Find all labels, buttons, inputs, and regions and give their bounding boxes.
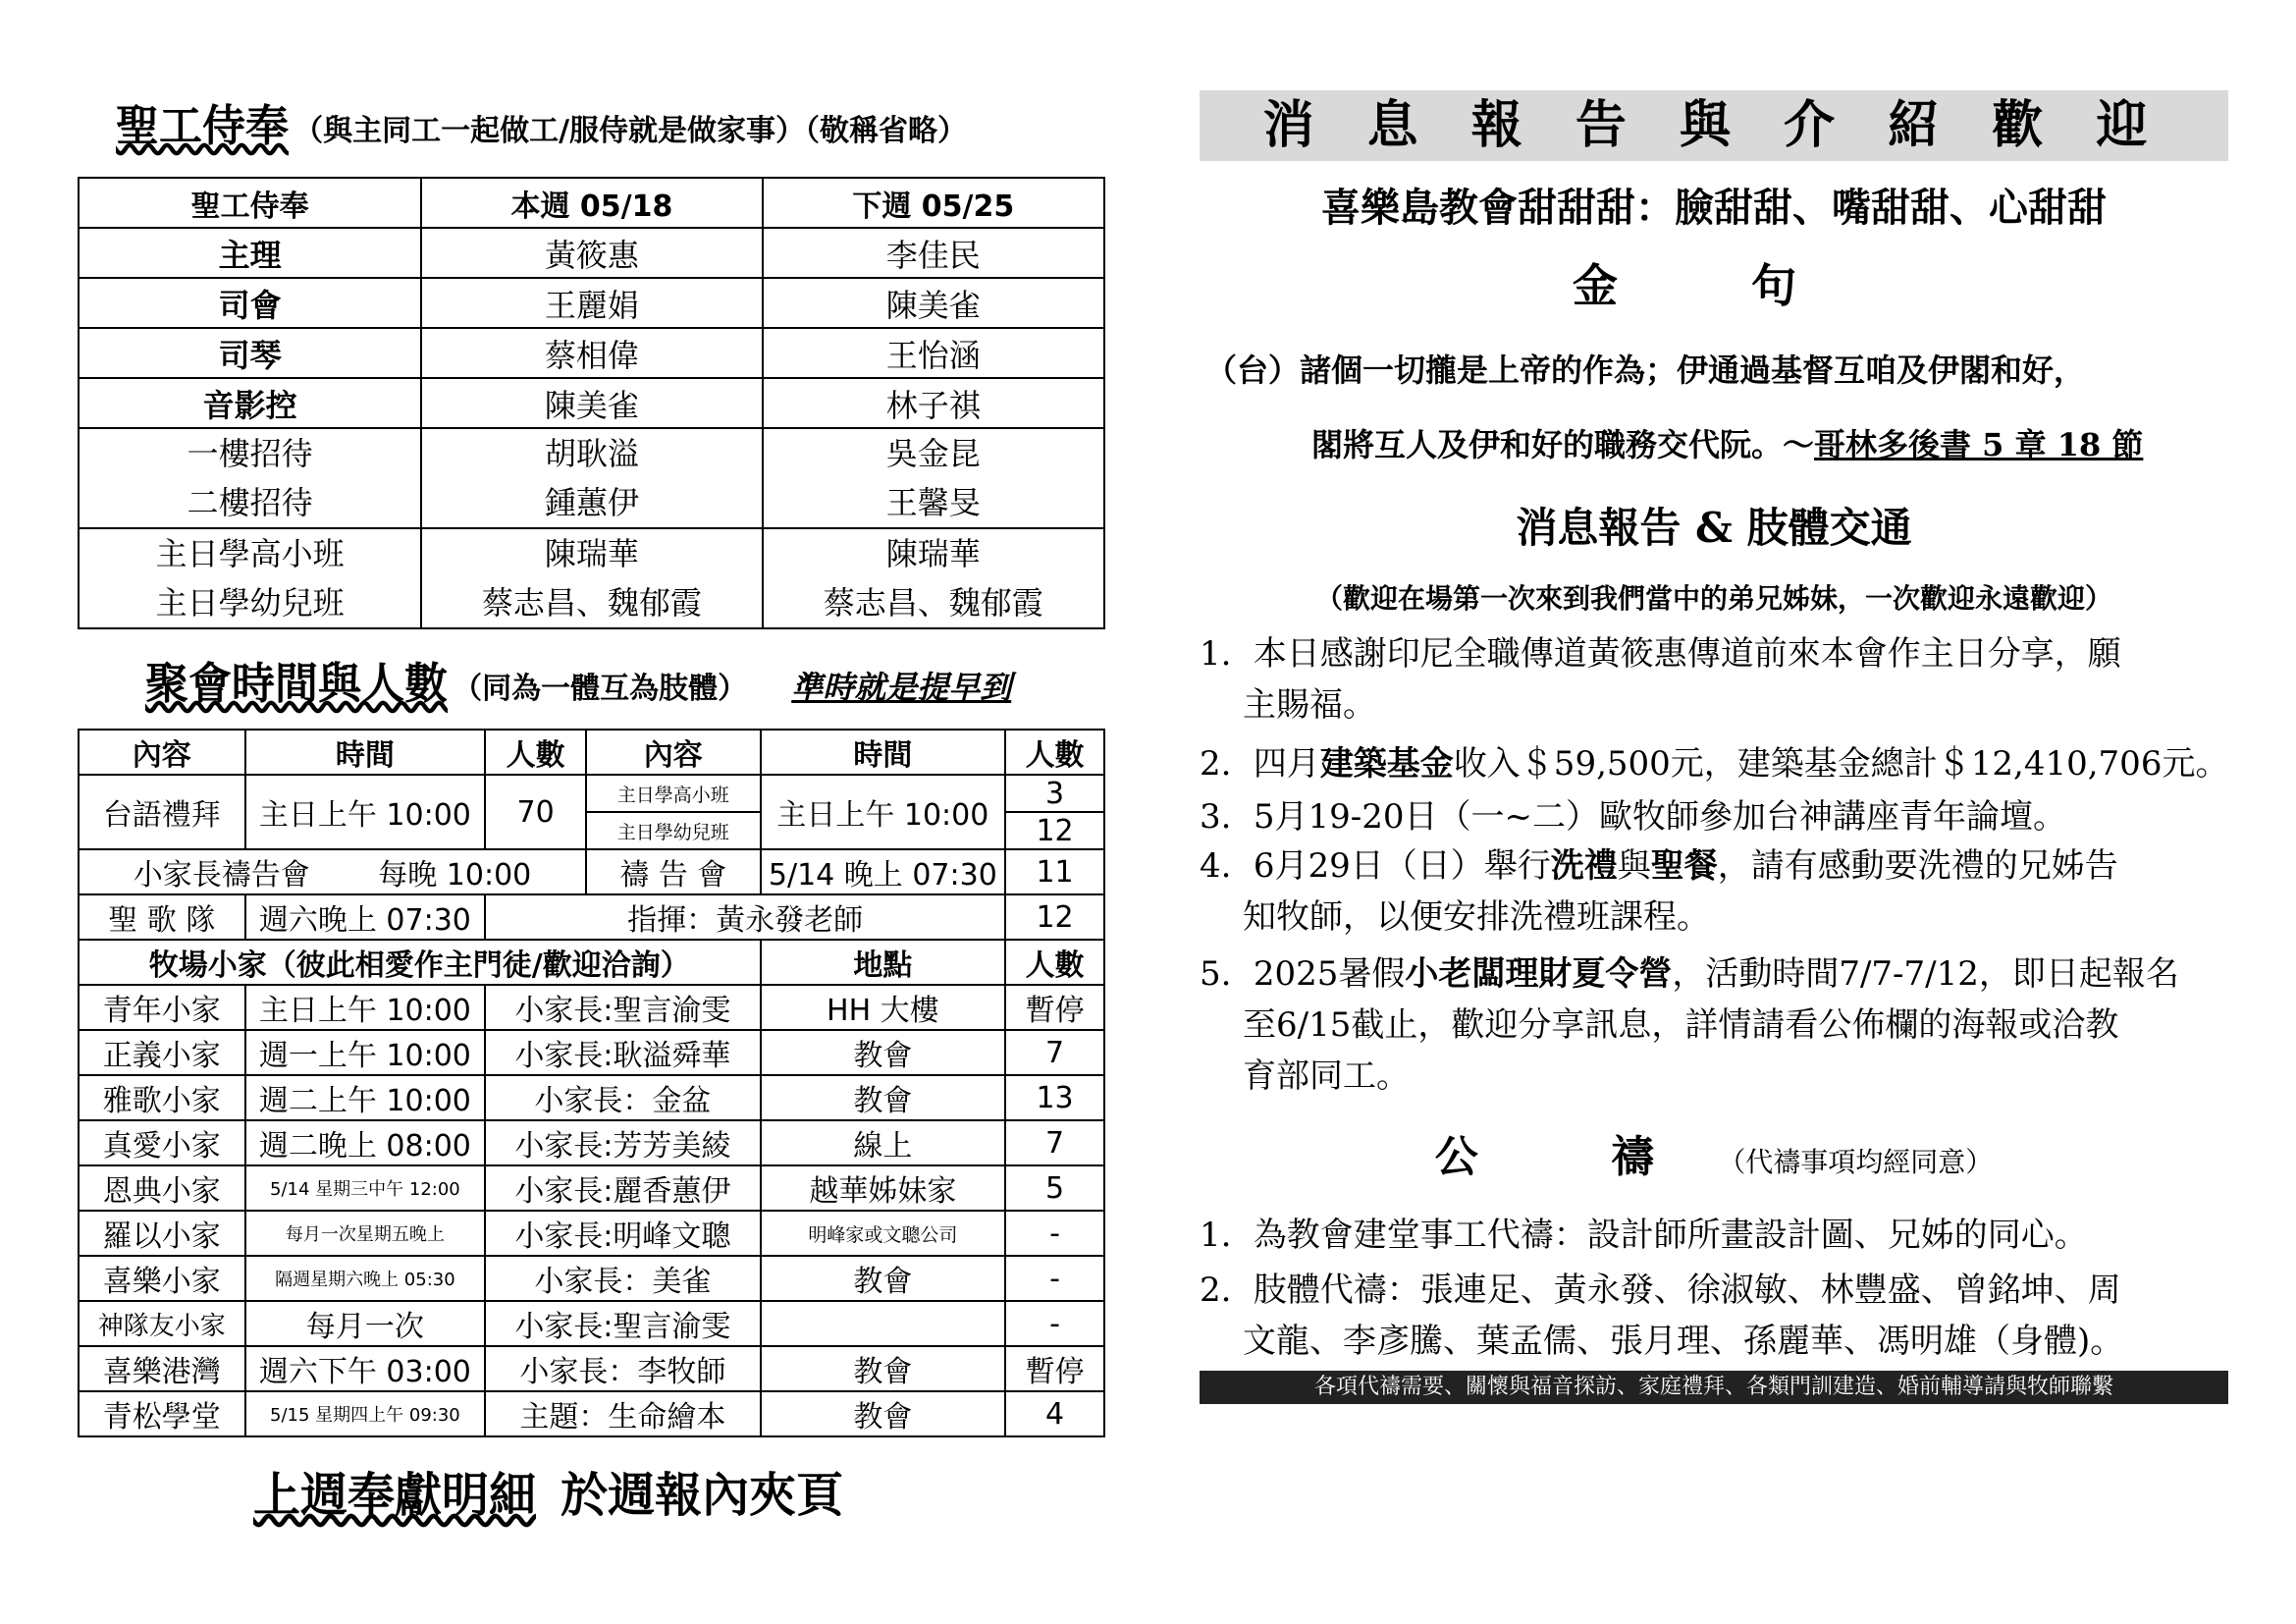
meeting-count: 70 xyxy=(485,775,586,849)
news-text: 與 xyxy=(1617,846,1651,886)
news-text: 收入＄59,500元，建築基金總計＄12,410,706元。 xyxy=(1453,744,2229,784)
prayer-text: 為教會建堂事工代禱：設計師所畫設計圖、兄姊的同心。 xyxy=(1253,1216,2088,1255)
news-text: 知牧師，以便安排洗禮班課程。 xyxy=(1243,897,1710,937)
name-label: 蔡志昌、魏郁霞 xyxy=(823,584,1043,622)
name-cell: 陳美雀 xyxy=(763,278,1104,328)
group-time: 週二晚上 08:00 xyxy=(245,1120,486,1165)
prayer-subtitle: （代禱事項均經同意） xyxy=(1718,1146,1994,1178)
meeting-time: 週六晚上 07:30 xyxy=(245,894,486,940)
group-leader: 小家長：李牧師 xyxy=(485,1346,760,1391)
role-cell: 音影控 xyxy=(79,378,421,428)
group-count: 暫停 xyxy=(1005,985,1104,1030)
role-label: 主日學高小班 xyxy=(155,535,345,572)
name-label: 吳金昆 xyxy=(885,435,981,472)
news-item xyxy=(1200,738,2230,789)
section-banner xyxy=(1200,90,2228,161)
meeting-motto: 準時就是提早到 xyxy=(791,669,1012,706)
news-number: 4. xyxy=(1200,846,1232,886)
group-count: - xyxy=(1005,1211,1104,1256)
verse-text: 閣將互人及伊和好的職務交代阮。～ xyxy=(1311,426,1815,463)
group-count: 暫停 xyxy=(1005,1346,1104,1391)
name-cell: 李佳民 xyxy=(763,228,1104,278)
group-name: 青年小家 xyxy=(79,985,245,1030)
group-header: 地點 xyxy=(761,940,1006,985)
staff-header: 聖工侍奉 xyxy=(79,178,421,228)
role-label: 一樓招待 xyxy=(187,435,313,472)
meeting-name: 台語禮拜 xyxy=(79,775,245,849)
prayer-number: 2. xyxy=(1200,1271,1232,1310)
group-time: 主日上午 10:00 xyxy=(245,985,486,1030)
group-leader: 小家長：金盆 xyxy=(485,1075,760,1120)
name-label: 蔡志昌、魏郁霞 xyxy=(481,584,702,622)
name-label: 胡耿溢 xyxy=(544,435,639,472)
group-count: 13 xyxy=(1005,1075,1104,1120)
prayer-title: 公 禱 xyxy=(1434,1132,1714,1182)
group-name: 青松學堂 xyxy=(79,1391,245,1436)
group-count: 7 xyxy=(1005,1030,1104,1075)
group-header: 牧場小家（彼此相愛作主門徒/歡迎洽詢） xyxy=(79,940,761,985)
prayer-heading xyxy=(1200,1121,2228,1184)
offering-heading xyxy=(253,1457,1137,1526)
news-text: 育部同工。 xyxy=(1243,1056,1410,1096)
meeting-count: 3 xyxy=(1005,775,1104,812)
group-count: - xyxy=(1005,1301,1104,1346)
meeting-heading xyxy=(145,648,1127,707)
meeting-leader: 指揮：黃永發老師 xyxy=(485,894,1005,940)
role-cell xyxy=(79,428,421,528)
staff-header: 下週 05/25 xyxy=(763,178,1104,228)
name-label: 王馨旻 xyxy=(885,484,981,521)
group-place: 越華姊妹家 xyxy=(761,1165,1006,1211)
meeting-header: 時間 xyxy=(761,730,1006,775)
group-name: 喜樂港灣 xyxy=(79,1346,245,1391)
role-label: 主日學幼兒班 xyxy=(155,584,345,622)
news-number: 5. xyxy=(1200,954,1232,994)
group-leader: 小家長:耿溢舜華 xyxy=(485,1030,760,1075)
group-place: 線上 xyxy=(761,1120,1006,1165)
news-number: 3. xyxy=(1200,797,1232,837)
group-count: 7 xyxy=(1005,1120,1104,1165)
news-text: 本日感謝印尼全職傳道黃筱惠傳道前來本會作主日分享，願 xyxy=(1253,634,2121,674)
verse-line-2 xyxy=(1311,420,2143,465)
meeting-name: 主日學高小班 xyxy=(586,775,761,812)
group-place xyxy=(761,1301,1006,1346)
role-cell: 司琴 xyxy=(79,328,421,378)
group-header: 人數 xyxy=(1005,940,1104,985)
name-cell: 王麗娟 xyxy=(421,278,762,328)
welcome-note: （歡迎在場第一次來到我們當中的弟兄姊妹，一次歡迎永遠歡迎） xyxy=(1314,582,2112,615)
meeting-header: 時間 xyxy=(245,730,486,775)
news-number: 2. xyxy=(1200,744,1232,784)
group-place: 教會 xyxy=(761,1256,1006,1301)
group-count: 5 xyxy=(1005,1165,1104,1211)
meeting-name: 禱 告 會 xyxy=(586,849,761,894)
name-cell: 陳美雀 xyxy=(421,378,762,428)
meeting-title: 聚會時間與人數 xyxy=(145,659,448,709)
group-place: HH 大樓 xyxy=(761,985,1006,1030)
news-keyword: 聖餐 xyxy=(1650,846,1718,886)
group-name: 羅以小家 xyxy=(79,1211,245,1256)
group-place: 明峰家或文聰公司 xyxy=(761,1211,1006,1256)
name-cell xyxy=(421,528,762,628)
news-keyword: 建築基金 xyxy=(1319,744,1454,784)
prayer-item xyxy=(1200,1210,2230,1261)
meeting-time: 每晚 10:00 xyxy=(378,858,532,893)
news-text: 2025暑假 xyxy=(1253,954,1406,994)
verse-title: 金 句 xyxy=(1572,259,1855,312)
contact-bar: 各項代禱需要、關懷與福音探訪、家庭禮拜、各類門訓建造、婚前輔導請與牧師聯繫 xyxy=(1200,1371,2228,1404)
group-name: 雅歌小家 xyxy=(79,1075,245,1120)
staff-heading xyxy=(116,90,1097,149)
news-text: 至6/15截止，歡迎分享訊息，詳情請看公佈欄的海報或洽教 xyxy=(1243,1005,2119,1045)
name-cell xyxy=(421,428,762,528)
role-label: 二樓招待 xyxy=(187,484,313,521)
meeting-table xyxy=(78,729,1105,1437)
group-name: 真愛小家 xyxy=(79,1120,245,1165)
prayer-number: 1. xyxy=(1200,1216,1232,1255)
group-name: 神隊友小家 xyxy=(79,1301,245,1346)
news-text: 6月29日（日）舉行 xyxy=(1253,846,1551,886)
name-cell: 王怡涵 xyxy=(763,328,1104,378)
meeting-row xyxy=(79,849,586,894)
group-time: 每月一次 xyxy=(245,1301,486,1346)
news-item xyxy=(1200,840,2230,943)
offering-note: 於週報內夾頁 xyxy=(561,1468,844,1523)
group-leader: 小家長:聖言渝雯 xyxy=(485,985,760,1030)
meeting-count: 12 xyxy=(1005,812,1104,849)
group-name: 喜樂小家 xyxy=(79,1256,245,1301)
meeting-header: 人數 xyxy=(485,730,586,775)
meeting-time: 主日上午 10:00 xyxy=(761,775,1006,849)
group-time: 5/14 星期三中午 12:00 xyxy=(245,1165,486,1211)
group-count: 4 xyxy=(1005,1391,1104,1436)
group-leader: 小家長:麗香蕙伊 xyxy=(485,1165,760,1211)
news-text: 四月 xyxy=(1253,744,1320,784)
news-number: 1. xyxy=(1200,634,1232,674)
news-item xyxy=(1200,948,2230,1102)
group-leader: 小家長:芳芳美綾 xyxy=(485,1120,760,1165)
group-leader: 小家長:聖言渝雯 xyxy=(485,1301,760,1346)
group-place: 教會 xyxy=(761,1346,1006,1391)
banner-title: 消 息 報 告 與 介 紹 歡 迎 xyxy=(1262,95,2165,155)
name-cell xyxy=(763,428,1104,528)
group-time: 週六下午 03:00 xyxy=(245,1346,486,1391)
group-time: 隔週星期六晚上 05:30 xyxy=(245,1256,486,1301)
name-label: 陳瑞華 xyxy=(885,535,981,572)
meeting-count: 12 xyxy=(1005,894,1104,940)
news-item xyxy=(1200,628,2230,731)
staff-header: 本週 05/18 xyxy=(421,178,762,228)
staff-subtitle: （與主同工一起做工/服侍就是做家事）（敬稱省略） xyxy=(294,114,968,148)
name-cell: 林子祺 xyxy=(763,378,1104,428)
prayer-text: 文龍、李彥騰、葉孟儒、張月理、孫麗華、馮明雄（身體)。 xyxy=(1243,1322,2124,1361)
group-time: 週一上午 10:00 xyxy=(245,1030,486,1075)
meeting-header: 人數 xyxy=(1005,730,1104,775)
meeting-time: 5/14 晚上 07:30 xyxy=(761,849,1006,894)
news-text: ，活動時間7/7-7/12，即日起報名 xyxy=(1672,954,2179,994)
meeting-count: 11 xyxy=(1005,849,1104,894)
role-cell: 主理 xyxy=(79,228,421,278)
group-place: 教會 xyxy=(761,1075,1006,1120)
name-label: 陳瑞華 xyxy=(544,535,639,572)
group-time: 5/15 星期四上午 09:30 xyxy=(245,1391,486,1436)
name-cell: 蔡相偉 xyxy=(421,328,762,378)
meeting-header: 內容 xyxy=(586,730,761,775)
group-place: 教會 xyxy=(761,1391,1006,1436)
slogan: 喜樂島教會甜甜甜：臉甜甜、嘴甜甜、心甜甜 xyxy=(1321,185,2107,231)
meeting-name: 小家長禱告會 xyxy=(133,858,310,893)
news-item xyxy=(1200,791,2230,842)
staff-table xyxy=(78,177,1105,629)
news-keyword: 洗禮 xyxy=(1550,846,1618,886)
news-text: 主賜福。 xyxy=(1243,685,1376,725)
news-text: 5月19-20日（一~二）歐牧師參加台神講座青年論壇。 xyxy=(1253,797,2066,837)
meeting-header: 內容 xyxy=(79,730,245,775)
group-name: 正義小家 xyxy=(79,1030,245,1075)
group-leader: 小家長:明峰文聰 xyxy=(485,1211,760,1256)
news-text: ，請有感動要洗禮的兄姊告 xyxy=(1717,846,2118,886)
group-place: 教會 xyxy=(761,1030,1006,1075)
group-leader: 小家長：美雀 xyxy=(485,1256,760,1301)
meeting-subtitle: （同為一體互為肢體） xyxy=(453,672,748,706)
group-count: - xyxy=(1005,1256,1104,1301)
prayer-item xyxy=(1200,1265,2230,1367)
verse-reference: 哥林多後書 5 章 18 節 xyxy=(1814,426,2144,463)
news-title: 消息報告 & 肢體交通 xyxy=(1516,504,1912,552)
staff-title: 聖工侍奉 xyxy=(116,101,289,151)
offering-title: 上週奉獻明細 xyxy=(253,1468,537,1523)
name-label: 鍾蕙伊 xyxy=(544,484,639,521)
meeting-name: 主日學幼兒班 xyxy=(586,812,761,849)
meeting-name: 聖 歌 隊 xyxy=(79,894,245,940)
group-time: 週二上午 10:00 xyxy=(245,1075,486,1120)
name-cell xyxy=(763,528,1104,628)
name-cell: 黃筱惠 xyxy=(421,228,762,278)
role-cell xyxy=(79,528,421,628)
meeting-time: 主日上午 10:00 xyxy=(245,775,486,849)
group-name: 恩典小家 xyxy=(79,1165,245,1211)
prayer-text: 肢體代禱：張連足、黃永發、徐淑敏、林豐盛、曾銘坤、周 xyxy=(1253,1271,2121,1310)
role-cell: 司會 xyxy=(79,278,421,328)
verse-line-1: （台）諸個一切攏是上帝的作為；伊通過基督互咱及伊閣和好， xyxy=(1205,352,2086,389)
news-keyword: 小老闆理財夏令營 xyxy=(1405,954,1673,994)
group-time: 每月一次星期五晚上 xyxy=(245,1211,486,1256)
group-leader: 主題：生命繪本 xyxy=(485,1391,760,1436)
